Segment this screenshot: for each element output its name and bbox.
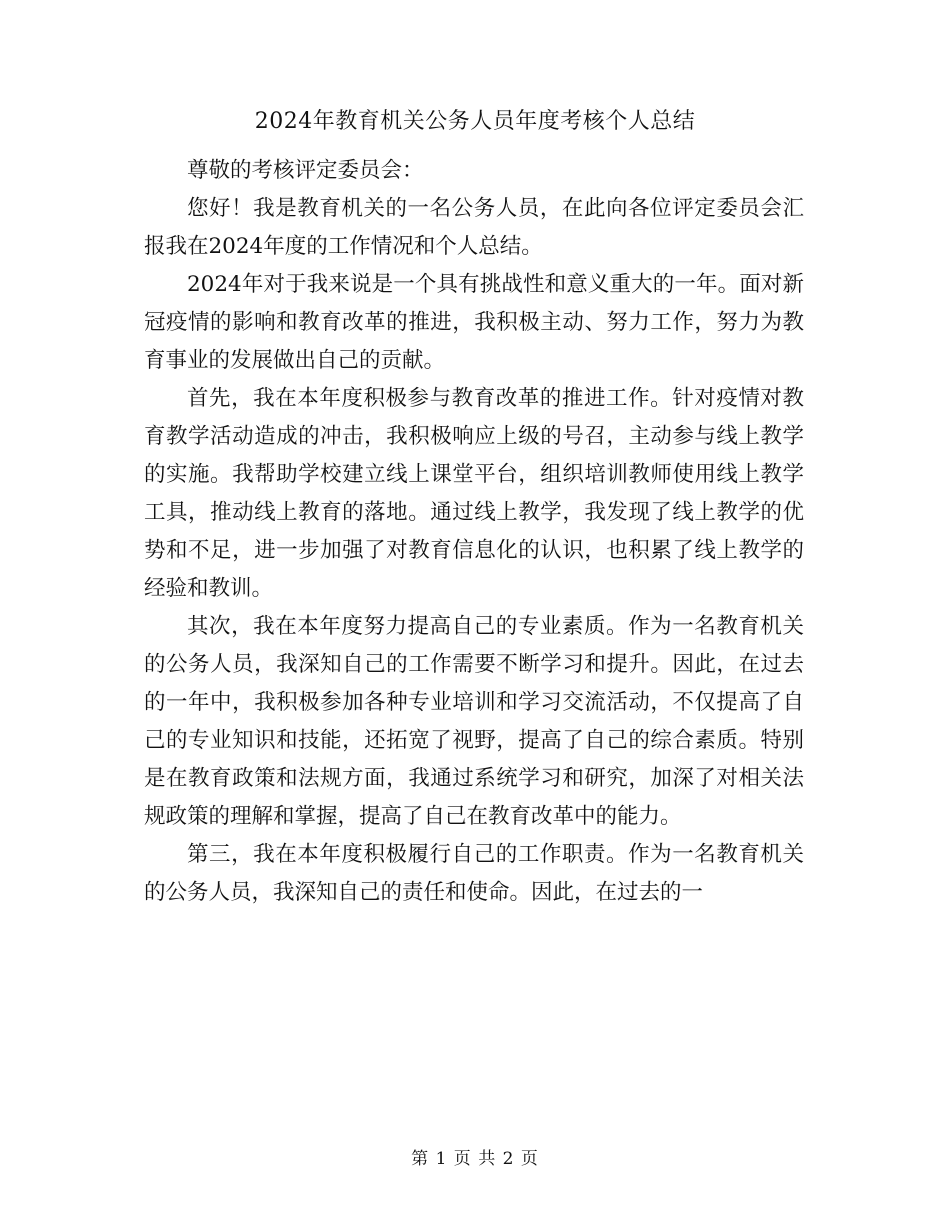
overview-paragraph: 2024年对于我来说是一个具有挑战性和意义重大的一年。面对新冠疫情的影响和教育改革的推进，我积极主动、努力工作，努力为教育事业的发展做出自己的贡献。 — [144, 272, 804, 373]
greeting-paragraph: 您好！我是教育机关的一名公务人员，在此向各位评定委员会汇报我在2024年度的工作情况和个人总结。 — [144, 196, 804, 259]
salutation-paragraph: 尊敬的考核评定委员会： — [187, 158, 424, 183]
document-title: 2024年教育机关公务人员年度考核个人总结 — [254, 109, 696, 134]
document-body — [144, 152, 804, 912]
professional-growth-paragraph: 其次，我在本年度努力提高自己的专业素质。作为一名教育机关的公务人员，我深知自己的工作需要不断学习和提升。因此，在过去的一年中，我积极参加各种专业培训和学习交流活动，不仅提高了自己的专业知识和技能，还拓宽了视野，提高了自己的综合素质。特别是在教育政策和法规方面，我通过系统学习和研究，加深了对相关法规政策的理解和掌握，提高了自己在教育改革中的能力。 — [144, 614, 804, 829]
duties-paragraph: 第三，我在本年度积极履行自己的工作职责。作为一名教育机关的公务人员，我深知自己的责任和使命。因此，在过去的一 — [144, 842, 804, 905]
page-number-footer: 第 1 页 共 2 页 — [411, 1149, 539, 1169]
reform-paragraph: 首先，我在本年度积极参与教育改革的推进工作。针对疫情对教育教学活动造成的冲击，我积极响应上级的号召，主动参与线上教学的实施。我帮助学校建立线上课堂平台，组织培训教师使用线上教学工具，推动线上教育的落地。通过线上教学，我发现了线上教学的优势和不足，进一步加强了对教育信息化的认识，也积累了线上教学的经验和教训。 — [144, 386, 804, 601]
